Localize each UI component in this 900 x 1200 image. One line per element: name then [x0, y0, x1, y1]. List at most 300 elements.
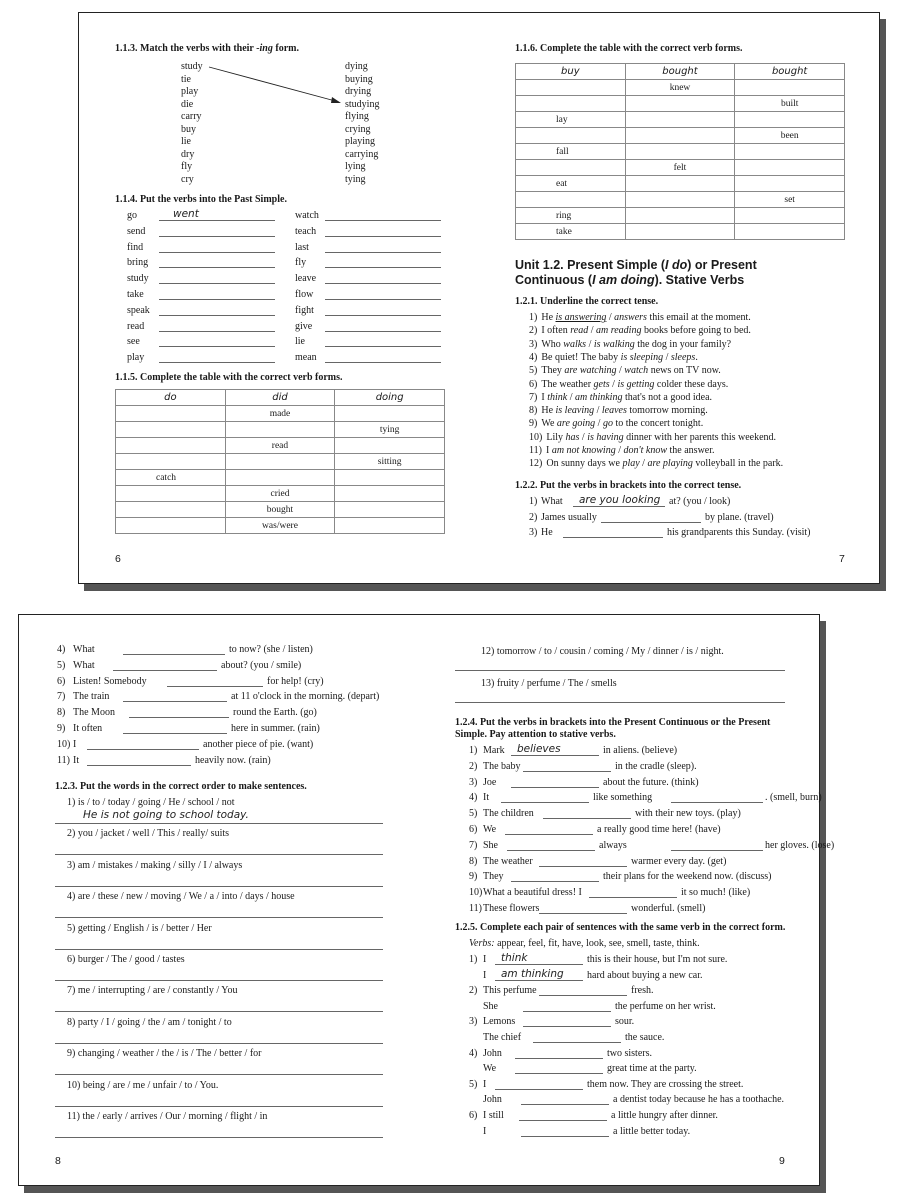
- item-number: 4): [57, 644, 66, 655]
- word-order-prompt: 9) changing / weather / the / is / The / better / for: [67, 1048, 262, 1060]
- sentence-text: at? (you / look): [669, 496, 731, 507]
- table-cell-blank[interactable]: [735, 160, 845, 176]
- verb-item: find: [127, 241, 144, 253]
- sentence-text: .: [695, 351, 698, 363]
- ing-form-item: tying: [345, 173, 366, 185]
- table-cell-blank[interactable]: [335, 518, 445, 534]
- table-cell-blank[interactable]: [735, 80, 845, 96]
- sentence-text: 10): [529, 431, 543, 443]
- table-cell-blank[interactable]: [225, 422, 335, 438]
- answer-blank[interactable]: [533, 1042, 621, 1043]
- table-cell-blank[interactable]: [625, 112, 735, 128]
- answer-blank[interactable]: [505, 834, 593, 835]
- sentence-answer-line[interactable]: [455, 702, 785, 703]
- item-number: 2): [469, 985, 478, 997]
- sentence-text: /: [588, 325, 596, 337]
- answer-blank[interactable]: [521, 1136, 609, 1137]
- answer-blank[interactable]: [539, 995, 627, 996]
- sentence-text: 7): [529, 391, 538, 403]
- past-simple-blank[interactable]: [159, 220, 275, 221]
- table-cell-blank[interactable]: [516, 160, 626, 176]
- sentence-text: It: [483, 792, 490, 804]
- item-number: 6): [469, 1110, 478, 1121]
- past-simple-blank[interactable]: [325, 315, 441, 316]
- ing-form-item: studying: [345, 98, 380, 110]
- ing-form-item: playing: [345, 136, 375, 147]
- handwritten-answer: believes: [517, 743, 561, 755]
- answer-blank[interactable]: [523, 771, 611, 772]
- sentence-text: 5): [529, 365, 538, 377]
- table-row: [516, 96, 845, 112]
- sentence-item: [529, 325, 751, 336]
- sentence-text: What: [73, 659, 95, 671]
- table-cell-blank[interactable]: [116, 454, 226, 470]
- table-cell-blank[interactable]: [625, 224, 735, 240]
- tense-option[interactable]: has: [565, 431, 580, 443]
- answer-blank[interactable]: [539, 866, 627, 867]
- verb-item: give: [295, 320, 313, 332]
- handwritten-answer: went: [173, 208, 199, 220]
- sentence-text: Mark: [483, 745, 505, 756]
- sentence-text: She: [483, 1000, 498, 1012]
- answer-blank[interactable]: [539, 913, 627, 914]
- table-cell-blank[interactable]: [335, 486, 445, 502]
- past-simple-blank[interactable]: [325, 267, 441, 268]
- item-number: 9): [57, 723, 66, 734]
- sentence-text: He: [541, 527, 553, 539]
- answer-blank[interactable]: [87, 749, 199, 750]
- table-cell: lay: [516, 112, 626, 128]
- tense-option[interactable]: are playing: [647, 458, 693, 470]
- verb-item: fly: [181, 161, 193, 172]
- past-simple-blank[interactable]: [325, 299, 441, 300]
- table-cell: built: [735, 96, 845, 112]
- sentence-text: I: [545, 445, 552, 456]
- table-row: [116, 390, 445, 406]
- sentence-text: warmer every day. (get): [631, 855, 727, 867]
- tense-option[interactable]: is getting: [617, 378, 655, 390]
- sentence-text: 8): [529, 405, 538, 417]
- answer-blank[interactable]: [601, 522, 701, 523]
- table-cell-blank[interactable]: [225, 470, 335, 486]
- sentence-text: 11): [529, 445, 542, 456]
- sentence-text: On sunny days we: [546, 458, 623, 470]
- table-cell: felt: [625, 160, 735, 176]
- word-order-prompt: 6) burger / The / good / tastes: [67, 954, 185, 965]
- sentence-text: What: [541, 496, 563, 507]
- tense-option[interactable]: gets: [593, 378, 610, 390]
- answer-blank[interactable]: [123, 654, 225, 655]
- table-cell: did: [225, 390, 335, 406]
- verb-item: study: [181, 61, 203, 72]
- sentence-text: I: [73, 738, 77, 750]
- ing-form-item: buying: [345, 73, 373, 85]
- table-cell: tying: [335, 422, 445, 438]
- past-simple-blank[interactable]: [159, 283, 275, 284]
- table-row: [116, 486, 445, 502]
- answer-blank[interactable]: [589, 897, 677, 898]
- table-cell-blank[interactable]: [625, 192, 735, 208]
- ing-form-item: flying: [345, 111, 369, 122]
- answer-blank[interactable]: [671, 802, 763, 803]
- answer-blank[interactable]: [495, 1089, 583, 1090]
- tense-option[interactable]: is having: [587, 431, 624, 443]
- table-cell-blank[interactable]: [335, 470, 445, 486]
- table-row: [516, 160, 845, 176]
- tense-option[interactable]: answers: [614, 312, 647, 323]
- table-cell: bought: [735, 64, 845, 80]
- sentence-text: here in summer. (rain): [231, 723, 320, 734]
- sentence-text: We: [541, 418, 557, 430]
- page-number-right: 9: [779, 1155, 785, 1167]
- answer-blank[interactable]: [671, 850, 763, 851]
- verb-item: carry: [181, 111, 202, 122]
- past-simple-blank[interactable]: [325, 346, 441, 347]
- tense-option[interactable]: go: [602, 418, 613, 430]
- sentence-text: two sisters.: [607, 1047, 652, 1059]
- table-cell-blank[interactable]: [225, 454, 335, 470]
- sentence-text: /: [586, 338, 594, 350]
- answer-blank[interactable]: [563, 537, 663, 538]
- sentence-text: 1): [529, 312, 538, 323]
- handwritten-answer: am thinking: [501, 967, 564, 980]
- table-cell-blank[interactable]: [625, 96, 735, 112]
- sentence-text: I: [483, 1078, 487, 1090]
- sentence-text: The baby: [483, 760, 521, 772]
- table-row: [116, 470, 445, 486]
- sentence-text: /: [606, 312, 615, 323]
- answer-blank[interactable]: [501, 802, 589, 803]
- sentence-item: [529, 379, 728, 390]
- answer-blank[interactable]: [87, 765, 191, 766]
- item-number: 10): [57, 738, 71, 750]
- word-order-prompt: 1) is / to / today / going / He / school / not: [67, 797, 235, 808]
- sentence-answer-line[interactable]: [455, 670, 785, 671]
- sentence-text: 2): [529, 325, 538, 337]
- ex125-verbs-line: Verbs: appear, feel, fit, have, look, see, smell, taste, think.: [469, 938, 700, 949]
- answer-blank[interactable]: [573, 506, 665, 507]
- table-cell-blank[interactable]: [116, 406, 226, 422]
- sentence-text: with their new toys. (play): [635, 808, 741, 820]
- past-simple-blank[interactable]: [325, 331, 441, 332]
- table-cell: made: [225, 406, 335, 422]
- sentence-text: a really good time here! (have): [597, 824, 721, 835]
- past-simple-blank[interactable]: [159, 267, 275, 268]
- sentence-text: The train: [73, 691, 110, 703]
- tense-option[interactable]: am not knowing: [551, 445, 616, 456]
- ex122-heading: 1.2.2. Put the verbs in brackets into the correct tense.: [515, 480, 742, 491]
- sentence-text: this email at the moment.: [646, 312, 751, 323]
- sentence-text: /: [567, 391, 575, 403]
- sentence-answer-line[interactable]: [55, 886, 383, 887]
- word-order-prompt: 2) you / jacket / well / This / really/ suits: [67, 828, 230, 840]
- verb-item: fight: [295, 304, 314, 316]
- sentence-text: the answer.: [667, 445, 715, 456]
- verb-item: die: [181, 98, 194, 110]
- past-simple-blank[interactable]: [325, 220, 441, 221]
- answer-blank[interactable]: [515, 1058, 603, 1059]
- sentence-text: 3): [529, 338, 538, 350]
- table-cell-blank[interactable]: [625, 144, 735, 160]
- tense-option[interactable]: are watching: [564, 365, 617, 377]
- answer-blank[interactable]: [167, 686, 263, 687]
- tense-option[interactable]: sleeps: [670, 351, 696, 363]
- tense-option[interactable]: am thinking: [574, 391, 623, 403]
- table-cell-blank[interactable]: [116, 518, 226, 534]
- item-number: 2): [529, 511, 538, 523]
- tense-option[interactable]: leaves: [601, 405, 627, 417]
- item-number: 8): [469, 855, 478, 867]
- sentence-text: I: [483, 1125, 487, 1137]
- table-cell: sitting: [335, 454, 445, 470]
- tense-option[interactable]: read: [570, 325, 589, 337]
- sentence-text: I still: [483, 1110, 504, 1121]
- answer-blank[interactable]: [495, 980, 583, 981]
- sentence-text: news on TV now.: [648, 365, 721, 377]
- sentence-text: What: [73, 644, 95, 655]
- tense-option[interactable]: are going: [556, 418, 596, 430]
- table-cell-blank[interactable]: [516, 96, 626, 112]
- sentence-text: in the cradle (sleep).: [615, 760, 697, 772]
- verb-item: dry: [181, 148, 195, 160]
- table-cell: buy: [516, 64, 626, 80]
- table-cell-blank[interactable]: [625, 128, 735, 144]
- sentence-text: He: [541, 312, 556, 323]
- sentence-text: /: [579, 431, 588, 443]
- past-simple-blank[interactable]: [159, 315, 275, 316]
- sentence-text: /: [594, 405, 602, 417]
- table-cell-blank[interactable]: [516, 192, 626, 208]
- table-row: [516, 192, 845, 208]
- tense-option[interactable]: is leaving: [555, 405, 595, 417]
- item-number: 3): [469, 776, 478, 788]
- past-simple-blank[interactable]: [159, 236, 275, 237]
- answer-blank[interactable]: [495, 964, 583, 965]
- verb-item: last: [295, 241, 309, 253]
- word-order-prompt: 3) am / mistakes / making / silly / I / always: [67, 859, 243, 871]
- sentence-text: He: [541, 405, 556, 417]
- table-cell: knew: [625, 80, 735, 96]
- past-simple-blank[interactable]: [159, 362, 275, 363]
- tense-option[interactable]: is walking: [593, 338, 635, 350]
- tense-option[interactable]: watch: [624, 365, 649, 377]
- answer-blank[interactable]: [519, 1120, 607, 1121]
- table-row: [116, 518, 445, 534]
- item-number: 3): [469, 1016, 478, 1028]
- sentence-text: James usually: [541, 511, 597, 523]
- table-cell-blank[interactable]: [735, 144, 845, 160]
- table-cell: take: [516, 224, 626, 240]
- sentence-text: at 11 o'clock in the morning. (depart): [231, 691, 380, 703]
- verb-item: lie: [181, 136, 191, 147]
- page-number-left: 6: [115, 553, 121, 565]
- table-cell-blank[interactable]: [516, 128, 626, 144]
- table-cell: bought: [625, 64, 735, 80]
- past-simple-blank[interactable]: [325, 252, 441, 253]
- verb-item: speak: [127, 304, 150, 316]
- word-order-prompt: 5) getting / English / is / better / Her: [67, 922, 212, 934]
- word-order-prompt: 13) fruity / perfume / The / smells: [481, 678, 617, 689]
- table-cell-blank[interactable]: [335, 502, 445, 518]
- answer-blank[interactable]: [123, 733, 227, 734]
- table-cell-blank[interactable]: [735, 176, 845, 192]
- sentence-answer-line[interactable]: [55, 1043, 383, 1044]
- tense-option[interactable]: is sleeping: [620, 351, 664, 363]
- past-simple-blank[interactable]: [325, 283, 441, 284]
- item-number: 5): [469, 1078, 478, 1090]
- table-cell-blank[interactable]: [735, 208, 845, 224]
- answer-blank[interactable]: [543, 818, 631, 819]
- sentence-text: I: [483, 954, 487, 965]
- ex113-heading: 1.1.3. Match the verbs with their -ing form.: [115, 43, 299, 54]
- answer-blank[interactable]: [123, 701, 227, 702]
- verb-item: tie: [181, 73, 191, 85]
- item-number: 1): [529, 496, 538, 507]
- sentence-text: their plans for the weekend now. (discuss): [603, 871, 772, 883]
- item-number: 1): [469, 954, 478, 965]
- sentence-answer-line[interactable]: [55, 949, 383, 950]
- past-simple-blank[interactable]: [159, 331, 275, 332]
- tense-option[interactable]: play: [622, 458, 640, 470]
- sentence-answer-line[interactable]: [55, 1074, 383, 1075]
- sentence-text: Be quiet! The baby: [541, 351, 621, 363]
- table-cell: ring: [516, 208, 626, 224]
- sentence-text: I: [541, 391, 548, 403]
- past-simple-blank[interactable]: [325, 236, 441, 237]
- sentence-text: hard about buying a new car.: [587, 969, 703, 981]
- table-cell-blank[interactable]: [335, 438, 445, 454]
- sentence-text: Who: [541, 338, 564, 350]
- ex115-table: [115, 389, 445, 534]
- verb-item: bring: [127, 257, 149, 269]
- table-row: [116, 438, 445, 454]
- table-cell: catch: [116, 470, 226, 486]
- sentence-text: wonderful. (smell): [631, 903, 706, 914]
- table-cell-blank[interactable]: [335, 406, 445, 422]
- past-simple-blank[interactable]: [159, 346, 275, 347]
- table-cell-blank[interactable]: [625, 208, 735, 224]
- sentence-text: /: [663, 351, 671, 363]
- sentence-text: I: [483, 969, 487, 981]
- verb-item: flow: [295, 289, 314, 300]
- ing-form-item: dying: [345, 61, 368, 72]
- sentence-text: /: [639, 458, 648, 470]
- sentence-text: /: [609, 378, 618, 390]
- sentence-text: her gloves. (lose): [765, 839, 835, 851]
- sentence-text: them now. They are crossing the street.: [587, 1078, 744, 1090]
- sentence-text: fresh.: [631, 985, 654, 997]
- sentence-text: The weather: [541, 378, 594, 390]
- sentence-text: She: [483, 839, 498, 851]
- table-row: [516, 64, 845, 80]
- bottom-spread: [18, 614, 835, 1186]
- answer-blank[interactable]: [113, 670, 217, 671]
- ex124-heading: 1.2.4. Put the verbs in brackets into the Present Continuous or the Present Simple. Pay attention to stative verbs.: [455, 717, 771, 740]
- sentence-text: . (smell, burn): [765, 792, 822, 804]
- verb-item: leave: [295, 273, 317, 285]
- item-number: 9): [469, 871, 478, 883]
- sentence-item: [529, 352, 698, 363]
- sentence-item: [529, 458, 783, 469]
- sentence-text: 4): [529, 351, 538, 363]
- tense-option[interactable]: walks: [563, 338, 587, 350]
- sentence-text: a little hungry after dinner.: [611, 1110, 718, 1121]
- handwritten-answer: think: [501, 952, 528, 964]
- sentence-item: [529, 405, 708, 416]
- sentence-text: great time at the party.: [607, 1063, 697, 1075]
- tense-option[interactable]: don't know: [623, 445, 668, 456]
- table-row: [516, 128, 845, 144]
- table-row: [116, 422, 445, 438]
- verb-item: cry: [181, 173, 194, 185]
- answer-blank[interactable]: [129, 717, 229, 718]
- sentence-answer-line[interactable]: [55, 980, 383, 981]
- past-simple-blank[interactable]: [159, 299, 275, 300]
- answer-blank[interactable]: [511, 755, 599, 756]
- table-row: [516, 144, 845, 160]
- item-number: 6): [57, 675, 66, 687]
- sentence-answer-line[interactable]: [55, 1011, 383, 1012]
- table-row: [116, 502, 445, 518]
- ing-form-item: crying: [345, 123, 371, 135]
- sentence-text: volleyball in the park.: [692, 458, 784, 470]
- table-cell-blank[interactable]: [116, 438, 226, 454]
- answer-blank[interactable]: [521, 1104, 609, 1105]
- table-row: [516, 224, 845, 240]
- table-cell-blank[interactable]: [116, 422, 226, 438]
- table-cell-blank[interactable]: [516, 80, 626, 96]
- table-cell-blank[interactable]: [735, 112, 845, 128]
- answer-blank[interactable]: [523, 1011, 611, 1012]
- table-cell-blank[interactable]: [116, 502, 226, 518]
- table-cell-blank[interactable]: [625, 176, 735, 192]
- table-cell: was/were: [225, 518, 335, 534]
- tense-option[interactable]: am reading: [595, 325, 642, 337]
- tense-option[interactable]: think: [547, 391, 568, 403]
- past-simple-blank[interactable]: [159, 252, 275, 253]
- sentence-answer-line[interactable]: [55, 917, 383, 918]
- word-order-prompt: 4) are / these / new / moving / We / a / into / days / house: [67, 891, 295, 903]
- sentence-item: [529, 418, 703, 429]
- table-cell-blank[interactable]: [116, 486, 226, 502]
- answer-blank[interactable]: [507, 850, 595, 851]
- sentence-text: 6): [529, 378, 538, 390]
- unit-title: Unit 1.2. Present Simple (I do) or Present Continuous (I am doing). Stative Verbs: [515, 258, 757, 287]
- sentence-text: They: [483, 871, 504, 883]
- verb-item: fly: [295, 257, 307, 269]
- answer-blank[interactable]: [511, 787, 599, 788]
- answer-blank[interactable]: [515, 1073, 603, 1074]
- sentence-answer-line[interactable]: [55, 1106, 383, 1107]
- verb-item: mean: [295, 352, 317, 364]
- sentence-answer-line[interactable]: [55, 823, 383, 824]
- sentence-item: [529, 365, 721, 376]
- past-simple-blank[interactable]: [325, 362, 441, 363]
- table-cell-blank[interactable]: [735, 224, 845, 240]
- sentence-item: [529, 339, 731, 350]
- sentence-text: Joe: [483, 776, 497, 788]
- sentence-answer-line[interactable]: [55, 854, 383, 855]
- table-cell: bought: [225, 502, 335, 518]
- sentence-answer-line[interactable]: [55, 1137, 383, 1138]
- word-order-prompt: 10) being / are / me / unfair / to / You.: [67, 1079, 219, 1091]
- tense-option[interactable]: is answering: [555, 312, 607, 323]
- verb-item: lie: [295, 336, 305, 348]
- ex121-heading: 1.2.1. Underline the correct tense.: [515, 296, 659, 307]
- answer-blank[interactable]: [511, 881, 599, 882]
- sentence-text: it so much! (like): [681, 887, 751, 899]
- answer-blank[interactable]: [523, 1026, 611, 1027]
